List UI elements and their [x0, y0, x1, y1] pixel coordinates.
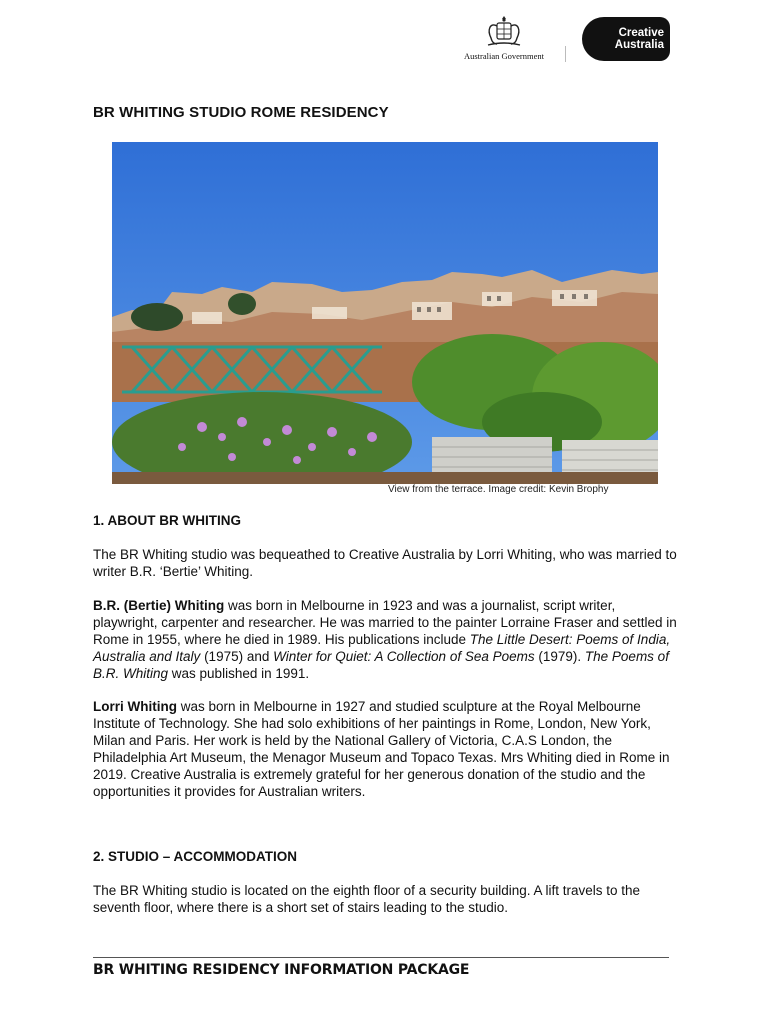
terrace-view-photo: [112, 142, 658, 484]
page-title: BR WHITING STUDIO ROME RESIDENCY: [93, 104, 389, 121]
section-heading-about: 1. ABOUT BR WHITING: [93, 513, 241, 528]
bertie-text-2: (1975) and: [200, 649, 274, 664]
publication-title-2: Winter for Quiet: A Collection of Sea Poems: [273, 649, 535, 664]
lorri-text: was born in Melbourne in 1927 and studied sculpture at the Royal Melbourne Institute of Technology. She had solo exhibitions of her paintings in Rome, London, New York, Milan and Paris. Her work is held by the National Gallery of Victoria, C.A.S London, the Philadelphia Art Museum, the Menagor Museum and Topaco Texas. Mrs Whiting died in Rome in 2019. Creative Australia is extremely grateful for her generous donation of the studio and the opportunities it provides for Australian writers.: [93, 699, 670, 799]
bertie-name: B.R. (Bertie) Whiting: [93, 598, 225, 613]
bertie-text-3: (1979).: [534, 649, 585, 664]
photo-caption: View from the terrace. Image credit: Kevin Brophy: [388, 484, 609, 495]
publication-title-1: The Little Desert: Poems of India, Australia and Italy: [93, 632, 671, 664]
australian-government-logo: [455, 14, 553, 66]
footer-rule: [93, 957, 669, 958]
lorri-name: Lorri Whiting: [93, 699, 177, 714]
paragraph-lorri-whiting: [93, 698, 683, 800]
logo-divider: [565, 46, 566, 62]
paragraph-studio-location: The BR Whiting studio is located on the eighth floor of a security building. A lift travels to the seventh floor, where there is a short set of stairs leading to the studio.: [93, 883, 641, 915]
coat-of-arms-icon: [482, 14, 526, 50]
creative-australia-logo: [582, 17, 670, 61]
bertie-text-4: was published in 1991.: [168, 666, 310, 681]
bertie-text-1: was born in Melbourne in 1923 and was a journalist, script writer, playwright, carpenter and researcher. He was married to the painter Lorraine Fraser and settled in Rome in 1955, where he died in 1989. His publications include: [93, 598, 677, 647]
section-heading-accommodation: 2. STUDIO – ACCOMMODATION: [93, 849, 298, 864]
paragraph-intro: The BR Whiting studio was bequeathed to Creative Australia by Lorri Whiting, who was married to writer B.R. ‘Bertie’ Whiting.: [93, 547, 677, 579]
brand-line-2: Australia: [614, 39, 664, 51]
paragraph-bertie-whiting: [93, 597, 683, 682]
australian-government-label: Australian Government: [463, 51, 545, 61]
publication-title-3: The Poems of B.R. Whiting: [93, 649, 669, 681]
brand-line-1: Creative: [618, 26, 664, 39]
footer-title: BR WHITING RESIDENCY INFORMATION PACKAGE: [93, 962, 470, 978]
